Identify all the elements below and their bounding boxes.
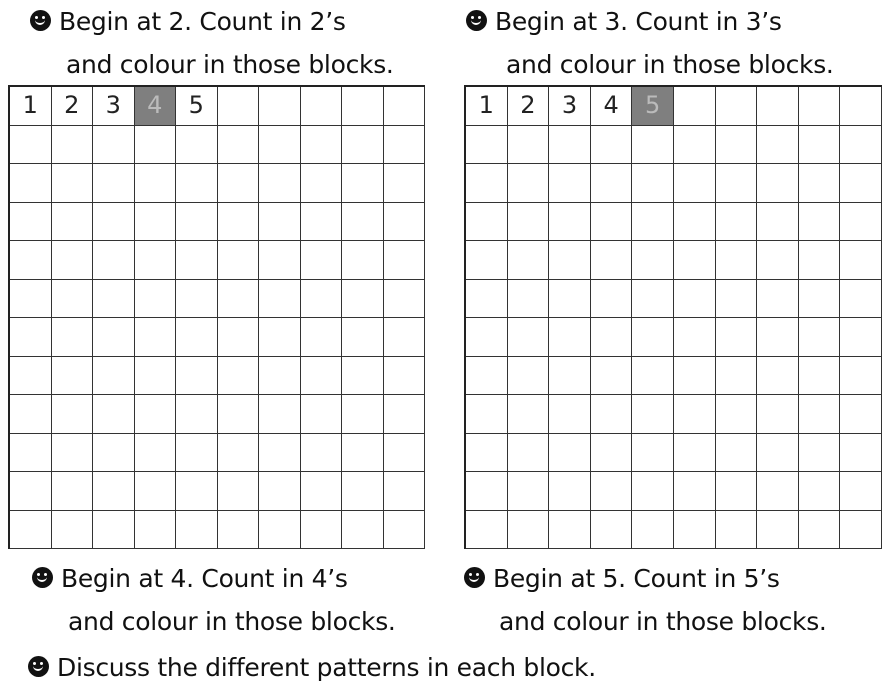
blank-cell[interactable]: [52, 318, 94, 357]
blank-cell[interactable]: [674, 280, 716, 319]
blank-cell[interactable]: [799, 203, 841, 242]
blank-cell[interactable]: [799, 87, 841, 126]
blank-cell[interactable]: [10, 472, 52, 511]
blank-cell[interactable]: [840, 395, 882, 434]
blank-cell[interactable]: [591, 511, 633, 550]
blank-cell[interactable]: [135, 395, 177, 434]
instruction-line-1: Begin at 2. Count in 2’s: [59, 7, 346, 36]
blank-cell[interactable]: [259, 241, 301, 280]
blank-cell[interactable]: [176, 395, 218, 434]
blank-cell[interactable]: [301, 511, 343, 550]
blank-cell[interactable]: [384, 511, 426, 550]
blank-cell[interactable]: [508, 280, 550, 319]
blank-cell[interactable]: [591, 434, 633, 473]
blank-cell[interactable]: [840, 434, 882, 473]
blank-cell[interactable]: [342, 203, 384, 242]
hundred-grid-left: [8, 85, 425, 549]
blank-cell[interactable]: [508, 511, 550, 550]
blank-cell[interactable]: [549, 511, 591, 550]
blank-cell[interactable]: [591, 164, 633, 203]
blank-cell[interactable]: [384, 395, 426, 434]
blank-cell[interactable]: [384, 357, 426, 396]
blank-cell[interactable]: [632, 241, 674, 280]
blank-cell[interactable]: [840, 357, 882, 396]
blank-cell[interactable]: [674, 511, 716, 550]
blank-cell[interactable]: [218, 318, 260, 357]
blank-cell[interactable]: [342, 434, 384, 473]
blank-cell[interactable]: [218, 126, 260, 165]
blank-cell[interactable]: [840, 241, 882, 280]
blank-cell[interactable]: [508, 318, 550, 357]
blank-cell[interactable]: [176, 164, 218, 203]
blank-cell[interactable]: [716, 434, 758, 473]
blank-cell[interactable]: [135, 280, 177, 319]
blank-cell[interactable]: [840, 164, 882, 203]
blank-cell[interactable]: [93, 241, 135, 280]
blank-cell[interactable]: [840, 203, 882, 242]
blank-cell[interactable]: [135, 318, 177, 357]
blank-cell[interactable]: [799, 164, 841, 203]
blank-cell[interactable]: [840, 87, 882, 126]
blank-cell[interactable]: [549, 434, 591, 473]
blank-cell[interactable]: [93, 434, 135, 473]
instruction-line-2: and colour in those blocks.: [66, 50, 394, 79]
blank-cell[interactable]: [508, 357, 550, 396]
blank-cell[interactable]: [135, 472, 177, 511]
blank-cell[interactable]: [508, 241, 550, 280]
blank-cell[interactable]: [840, 126, 882, 165]
blank-cell[interactable]: [716, 472, 758, 511]
instruction-top-left: [30, 0, 394, 86]
blank-cell[interactable]: [342, 87, 384, 126]
blank-cell[interactable]: [301, 126, 343, 165]
blank-cell[interactable]: [466, 472, 508, 511]
blank-cell[interactable]: [716, 126, 758, 165]
blank-cell[interactable]: [259, 87, 301, 126]
blank-cell[interactable]: [757, 318, 799, 357]
blank-cell[interactable]: [93, 126, 135, 165]
blank-cell[interactable]: [52, 472, 94, 511]
blank-cell[interactable]: [10, 318, 52, 357]
blank-cell[interactable]: [674, 395, 716, 434]
blank-cell[interactable]: [135, 203, 177, 242]
blank-cell[interactable]: [799, 434, 841, 473]
blank-cell[interactable]: [632, 434, 674, 473]
blank-cell[interactable]: [10, 164, 52, 203]
blank-cell[interactable]: [716, 164, 758, 203]
blank-cell[interactable]: [93, 511, 135, 550]
blank-cell[interactable]: [799, 357, 841, 396]
blank-cell[interactable]: [259, 511, 301, 550]
blank-cell[interactable]: [218, 280, 260, 319]
blank-cell[interactable]: [674, 203, 716, 242]
blank-cell[interactable]: [716, 357, 758, 396]
blank-cell[interactable]: [342, 395, 384, 434]
blank-cell[interactable]: [632, 164, 674, 203]
blank-cell[interactable]: [384, 87, 426, 126]
blank-cell[interactable]: [508, 472, 550, 511]
blank-cell[interactable]: [342, 318, 384, 357]
blank-cell[interactable]: [52, 511, 94, 550]
blank-cell[interactable]: [218, 472, 260, 511]
blank-cell[interactable]: [674, 241, 716, 280]
smiley-face-icon: [466, 10, 487, 31]
numbered-cell[interactable]: 2: [508, 87, 550, 126]
instruction-top-right: [466, 0, 834, 86]
blank-cell[interactable]: [508, 434, 550, 473]
numbered-cell[interactable]: 2: [52, 87, 94, 126]
blank-cell[interactable]: [591, 395, 633, 434]
blank-cell[interactable]: [218, 434, 260, 473]
blank-cell[interactable]: [176, 318, 218, 357]
blank-cell[interactable]: [591, 318, 633, 357]
blank-cell[interactable]: [10, 434, 52, 473]
blank-cell[interactable]: [508, 395, 550, 434]
blank-cell[interactable]: [549, 126, 591, 165]
blank-cell[interactable]: [466, 203, 508, 242]
blank-cell[interactable]: [632, 280, 674, 319]
blank-cell[interactable]: [632, 511, 674, 550]
blank-cell[interactable]: [674, 164, 716, 203]
blank-cell[interactable]: [466, 280, 508, 319]
blank-cell[interactable]: [466, 241, 508, 280]
blank-cell[interactable]: [93, 280, 135, 319]
blank-cell[interactable]: [135, 357, 177, 396]
smiley-face-icon: [28, 656, 49, 677]
blank-cell[interactable]: [632, 126, 674, 165]
blank-cell[interactable]: [549, 472, 591, 511]
instruction-discuss: [28, 646, 596, 689]
blank-cell[interactable]: [549, 280, 591, 319]
blank-cell[interactable]: [259, 357, 301, 396]
blank-cell[interactable]: [632, 318, 674, 357]
blank-cell[interactable]: [301, 434, 343, 473]
blank-cell[interactable]: [301, 164, 343, 203]
blank-cell[interactable]: [549, 241, 591, 280]
blank-cell[interactable]: [52, 203, 94, 242]
blank-cell[interactable]: [466, 126, 508, 165]
blank-cell[interactable]: [52, 434, 94, 473]
blank-cell[interactable]: [549, 357, 591, 396]
blank-cell[interactable]: [591, 241, 633, 280]
blank-cell[interactable]: [466, 434, 508, 473]
blank-cell[interactable]: [218, 203, 260, 242]
blank-cell[interactable]: [259, 280, 301, 319]
blank-cell[interactable]: [632, 203, 674, 242]
blank-cell[interactable]: [757, 87, 799, 126]
blank-cell[interactable]: [259, 203, 301, 242]
blank-cell[interactable]: [342, 357, 384, 396]
instruction-line-2: and colour in those blocks.: [68, 607, 396, 636]
blank-cell[interactable]: [674, 434, 716, 473]
blank-cell[interactable]: [342, 472, 384, 511]
blank-cell[interactable]: [218, 164, 260, 203]
blank-cell[interactable]: [93, 203, 135, 242]
blank-cell[interactable]: [135, 434, 177, 473]
blank-cell[interactable]: [342, 280, 384, 319]
blank-cell[interactable]: [342, 126, 384, 165]
blank-cell[interactable]: [301, 357, 343, 396]
numbered-cell[interactable]: 5: [176, 87, 218, 126]
numbered-cell[interactable]: 3: [93, 87, 135, 126]
blank-cell[interactable]: [840, 318, 882, 357]
smiley-face-icon: [464, 567, 485, 588]
blank-cell[interactable]: [674, 472, 716, 511]
blank-cell[interactable]: [176, 357, 218, 396]
blank-cell[interactable]: [218, 241, 260, 280]
blank-cell[interactable]: [259, 472, 301, 511]
blank-cell[interactable]: [384, 203, 426, 242]
blank-cell[interactable]: [716, 395, 758, 434]
blank-cell[interactable]: [508, 203, 550, 242]
blank-cell[interactable]: [93, 318, 135, 357]
blank-cell[interactable]: [757, 241, 799, 280]
instruction-line-1: Begin at 3. Count in 3’s: [495, 7, 782, 36]
instruction-line-2: and colour in those blocks.: [506, 50, 834, 79]
blank-cell[interactable]: [52, 126, 94, 165]
instruction-bottom-left: [32, 557, 396, 643]
blank-cell[interactable]: [716, 87, 758, 126]
blank-cell[interactable]: [674, 87, 716, 126]
blank-cell[interactable]: [176, 511, 218, 550]
blank-cell[interactable]: [176, 241, 218, 280]
blank-cell[interactable]: [799, 318, 841, 357]
blank-cell[interactable]: [757, 434, 799, 473]
instruction-line-2: and colour in those blocks.: [499, 607, 827, 636]
blank-cell[interactable]: [716, 203, 758, 242]
blank-cell[interactable]: [757, 472, 799, 511]
blank-cell[interactable]: [384, 434, 426, 473]
blank-cell[interactable]: [135, 126, 177, 165]
blank-cell[interactable]: [176, 434, 218, 473]
blank-cell[interactable]: [384, 318, 426, 357]
blank-cell[interactable]: [799, 280, 841, 319]
numbered-cell[interactable]: 3: [549, 87, 591, 126]
blank-cell[interactable]: [799, 241, 841, 280]
blank-cell[interactable]: [384, 241, 426, 280]
blank-cell[interactable]: [52, 280, 94, 319]
blank-cell[interactable]: [301, 318, 343, 357]
blank-cell[interactable]: [549, 164, 591, 203]
blank-cell[interactable]: [757, 280, 799, 319]
blank-cell[interactable]: [632, 357, 674, 396]
numbered-cell[interactable]: 4: [135, 87, 177, 126]
blank-cell[interactable]: [93, 164, 135, 203]
blank-cell[interactable]: [10, 357, 52, 396]
blank-cell[interactable]: [384, 164, 426, 203]
blank-cell[interactable]: [632, 472, 674, 511]
blank-cell[interactable]: [757, 357, 799, 396]
blank-cell[interactable]: [799, 126, 841, 165]
blank-cell[interactable]: [259, 164, 301, 203]
blank-cell[interactable]: [176, 203, 218, 242]
smiley-face-icon: [32, 567, 53, 588]
numbered-cell[interactable]: 5: [632, 87, 674, 126]
blank-cell[interactable]: [93, 472, 135, 511]
blank-cell[interactable]: [259, 318, 301, 357]
blank-cell[interactable]: [342, 241, 384, 280]
blank-cell[interactable]: [466, 511, 508, 550]
blank-cell[interactable]: [840, 280, 882, 319]
blank-cell[interactable]: [52, 164, 94, 203]
blank-cell[interactable]: [384, 126, 426, 165]
blank-cell[interactable]: [93, 395, 135, 434]
blank-cell[interactable]: [10, 511, 52, 550]
blank-cell[interactable]: [674, 318, 716, 357]
blank-cell[interactable]: [176, 280, 218, 319]
blank-cell[interactable]: [93, 357, 135, 396]
blank-cell[interactable]: [840, 511, 882, 550]
blank-cell[interactable]: [799, 472, 841, 511]
blank-cell[interactable]: [549, 318, 591, 357]
blank-cell[interactable]: [218, 87, 260, 126]
blank-cell[interactable]: [259, 395, 301, 434]
blank-cell[interactable]: [466, 164, 508, 203]
blank-cell[interactable]: [52, 241, 94, 280]
blank-cell[interactable]: [716, 280, 758, 319]
blank-cell[interactable]: [591, 280, 633, 319]
instruction-line-1: Begin at 4. Count in 4’s: [61, 564, 348, 593]
blank-cell[interactable]: [757, 395, 799, 434]
instruction-line-1: Begin at 5. Count in 5’s: [493, 564, 780, 593]
blank-cell[interactable]: [716, 511, 758, 550]
blank-cell[interactable]: [716, 241, 758, 280]
blank-cell[interactable]: [301, 395, 343, 434]
blank-cell[interactable]: [10, 395, 52, 434]
blank-cell[interactable]: [799, 511, 841, 550]
blank-cell[interactable]: [52, 357, 94, 396]
blank-cell[interactable]: [301, 87, 343, 126]
blank-cell[interactable]: [466, 357, 508, 396]
blank-cell[interactable]: [508, 164, 550, 203]
numbered-cell[interactable]: 1: [10, 87, 52, 126]
blank-cell[interactable]: [218, 395, 260, 434]
smiley-face-icon: [30, 10, 51, 31]
blank-cell[interactable]: [591, 357, 633, 396]
blank-cell[interactable]: [301, 280, 343, 319]
blank-cell[interactable]: [342, 164, 384, 203]
blank-cell[interactable]: [259, 434, 301, 473]
blank-cell[interactable]: [840, 472, 882, 511]
blank-cell[interactable]: [259, 126, 301, 165]
blank-cell[interactable]: [176, 126, 218, 165]
blank-cell[interactable]: [10, 203, 52, 242]
blank-cell[interactable]: [135, 511, 177, 550]
blank-cell[interactable]: [632, 395, 674, 434]
blank-cell[interactable]: [10, 280, 52, 319]
blank-cell[interactable]: [757, 511, 799, 550]
blank-cell[interactable]: [301, 241, 343, 280]
discuss-text: Discuss the different patterns in each block.: [57, 653, 596, 682]
blank-cell[interactable]: [757, 126, 799, 165]
blank-cell[interactable]: [591, 472, 633, 511]
blank-cell[interactable]: [757, 203, 799, 242]
blank-cell[interactable]: [10, 241, 52, 280]
blank-cell[interactable]: [135, 241, 177, 280]
blank-cell[interactable]: [591, 126, 633, 165]
instruction-bottom-right: [464, 557, 827, 643]
blank-cell[interactable]: [549, 395, 591, 434]
blank-cell[interactable]: [591, 203, 633, 242]
blank-cell[interactable]: [384, 472, 426, 511]
blank-cell[interactable]: [135, 164, 177, 203]
blank-cell[interactable]: [176, 472, 218, 511]
blank-cell[interactable]: [508, 126, 550, 165]
blank-cell[interactable]: [301, 472, 343, 511]
blank-cell[interactable]: [342, 511, 384, 550]
blank-cell[interactable]: [674, 126, 716, 165]
numbered-cell[interactable]: 1: [466, 87, 508, 126]
blank-cell[interactable]: [549, 203, 591, 242]
blank-cell[interactable]: [674, 357, 716, 396]
blank-cell[interactable]: [301, 203, 343, 242]
blank-cell[interactable]: [52, 395, 94, 434]
blank-cell[interactable]: [799, 395, 841, 434]
hundred-grid-right: [464, 85, 882, 549]
blank-cell[interactable]: [218, 357, 260, 396]
blank-cell[interactable]: [384, 280, 426, 319]
blank-cell[interactable]: [466, 318, 508, 357]
blank-cell[interactable]: [10, 126, 52, 165]
blank-cell[interactable]: [466, 395, 508, 434]
blank-cell[interactable]: [716, 318, 758, 357]
blank-cell[interactable]: [218, 511, 260, 550]
blank-cell[interactable]: [757, 164, 799, 203]
numbered-cell[interactable]: 4: [591, 87, 633, 126]
